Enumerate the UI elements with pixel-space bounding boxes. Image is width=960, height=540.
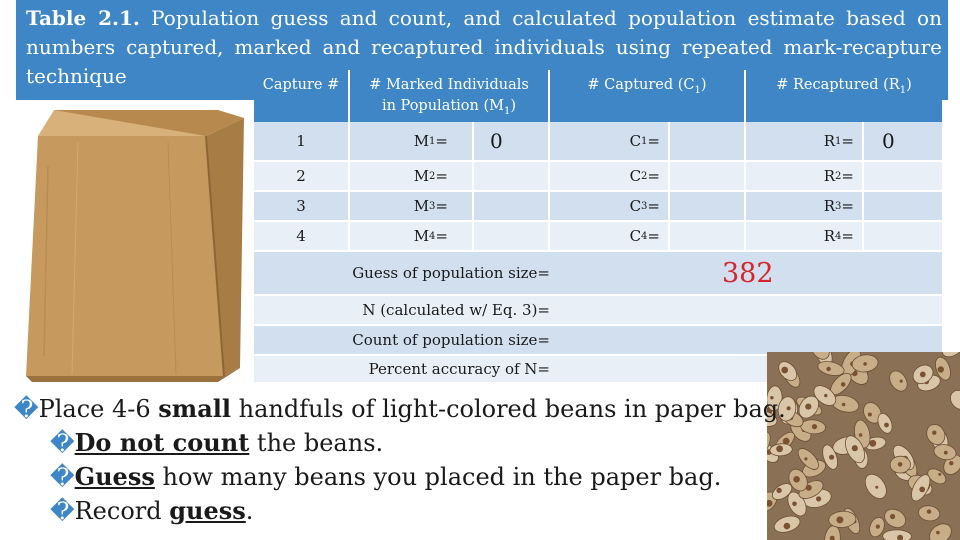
instruction-text: handfuls of light-colored beans in paper bag. (231, 395, 786, 423)
instruction-text: Record (74, 497, 170, 525)
recaptured-value-cell[interactable] (864, 162, 942, 192)
instruction-emphasis: guess (169, 496, 246, 525)
marked-label-cell (350, 192, 474, 222)
recaptured-symbol: R (823, 132, 836, 150)
captured-value-cell[interactable] (670, 192, 746, 222)
instruction-place-beans (14, 392, 786, 426)
header-recaptured-sub: 1 (899, 84, 907, 96)
marked-sub: 3 (429, 200, 436, 212)
captured-symbol: C (629, 167, 642, 185)
table-row (254, 162, 942, 192)
recaptured-value-cell[interactable] (864, 122, 942, 162)
table-row (254, 122, 942, 162)
capture-number-cell (254, 122, 350, 162)
table-row (254, 222, 942, 252)
captured-symbol: C (629, 197, 642, 215)
paper-bag-image (18, 106, 246, 384)
instruction-text: . (245, 497, 254, 525)
instruction-text: how many beans you placed in the paper bag. (154, 463, 722, 491)
marked-sub: 4 (429, 230, 436, 242)
accuracy-label: Percent accuracy of N= (368, 360, 550, 378)
instruction-emphasis: small (158, 394, 231, 423)
header-recaptured (746, 70, 942, 122)
recaptured-equals: = (841, 197, 854, 215)
marked-symbol: M (413, 227, 430, 245)
captured-value-cell[interactable] (670, 222, 746, 252)
captured-equals: = (647, 197, 660, 215)
recaptured-sub: 3 (835, 200, 842, 212)
table-number: Table 2.1. (26, 6, 140, 30)
recaptured-label-cell (746, 122, 864, 162)
guess-value[interactable]: 382 (722, 258, 774, 289)
marked-equals: = (435, 227, 448, 245)
pinto-beans-image (767, 352, 960, 540)
instruction-list (14, 392, 786, 528)
instruction-guess (14, 460, 774, 494)
capture-number-cell (254, 192, 350, 222)
header-marked-end: ) (510, 98, 517, 114)
recaptured-equals: = (841, 132, 854, 150)
marked-symbol: M (413, 167, 430, 185)
marked-value-cell[interactable] (474, 222, 550, 252)
instruction-emphasis: Do not count (74, 428, 250, 457)
captured-symbol: C (629, 132, 642, 150)
marked-equals: = (435, 197, 448, 215)
marked-value-cell[interactable] (474, 192, 550, 222)
instruction-do-not-count (14, 426, 774, 460)
recaptured-sub: 1 (835, 135, 842, 147)
marked-label-cell (350, 222, 474, 252)
captured-equals: = (647, 227, 660, 245)
captured-symbol: C (629, 227, 642, 245)
capture-number-cell (254, 222, 350, 252)
header-recaptured-end: ) (906, 77, 912, 93)
captured-sub: 1 (641, 135, 648, 147)
captured-value-cell[interactable] (670, 122, 746, 162)
marked-value-cell[interactable] (474, 122, 550, 162)
recaptured-symbol: R (823, 227, 836, 245)
captured-label-cell (550, 162, 670, 192)
header-captured-sub: 1 (694, 84, 701, 96)
table-caption-text: Population guess and count, and calculated population estimate based on numbers captured, marked and recaptured individuals using repeated mark-recapture technique (26, 6, 942, 88)
table-row (254, 192, 942, 222)
captured-label-cell (550, 192, 670, 222)
marked-label-cell (350, 162, 474, 192)
bullet-icon: � (50, 463, 75, 491)
instruction-text: Place 4-6 (38, 395, 159, 423)
captured-label-cell (550, 122, 670, 162)
recaptured-symbol: R (823, 167, 836, 185)
recaptured-sub: 4 (835, 230, 842, 242)
captured-sub: 2 (641, 170, 648, 182)
recaptured-sub: 2 (835, 170, 842, 182)
calculated-n-row (254, 296, 942, 326)
header-captured-label: # Captured (C (587, 77, 695, 93)
header-capture-label: Capture # (262, 77, 340, 93)
captured-label-cell (550, 222, 670, 252)
captured-value-cell[interactable] (670, 162, 746, 192)
capture-number-cell (254, 162, 350, 192)
marked-equals: = (435, 167, 448, 185)
count-label: Count of population size= (352, 331, 550, 349)
instruction-record-guess (14, 494, 774, 528)
bullet-icon: � (14, 395, 39, 423)
captured-sub: 4 (641, 230, 648, 242)
marked-value: 0 (490, 129, 503, 153)
marked-equals: = (435, 132, 448, 150)
bullet-icon: � (50, 429, 75, 457)
bullet-icon: � (50, 497, 75, 525)
recaptured-symbol: R (823, 197, 836, 215)
instruction-text: the beans. (249, 429, 384, 457)
recaptured-label-cell (746, 192, 864, 222)
marked-value-cell[interactable] (474, 162, 550, 192)
guess-row (254, 252, 942, 296)
captured-sub: 3 (641, 200, 648, 212)
captured-equals: = (647, 167, 660, 185)
recaptured-equals: = (841, 227, 854, 245)
marked-sub: 1 (429, 135, 436, 147)
calculated-n-label: N (calculated w/ Eq. 3)= (362, 301, 550, 319)
header-marked-line2: in Population (M (381, 98, 504, 114)
capture-number: 3 (296, 197, 306, 215)
instruction-emphasis: Guess (74, 462, 155, 491)
recaptured-value: 0 (882, 129, 895, 153)
recaptured-value-cell[interactable] (864, 192, 942, 222)
header-marked-line1: # Marked Individuals (369, 77, 529, 93)
recaptured-label-cell (746, 222, 864, 252)
capture-number: 4 (296, 227, 306, 245)
header-marked-sub: 1 (504, 105, 511, 117)
marked-label-cell (350, 122, 474, 162)
recaptured-label-cell (746, 162, 864, 192)
header-recaptured-label: # Recaptured (R (776, 77, 900, 93)
header-captured-end: ) (700, 77, 707, 93)
header-capture (254, 70, 350, 122)
header-captured (550, 70, 746, 122)
marked-sub: 2 (429, 170, 436, 182)
capture-number: 2 (296, 167, 306, 185)
recaptured-value-cell[interactable] (864, 222, 942, 252)
recaptured-equals: = (841, 167, 854, 185)
marked-symbol: M (413, 197, 430, 215)
guess-label: Guess of population size= (352, 264, 550, 282)
header-marked (350, 70, 550, 122)
capture-number: 1 (296, 132, 306, 150)
captured-equals: = (647, 132, 660, 150)
marked-symbol: M (413, 132, 430, 150)
